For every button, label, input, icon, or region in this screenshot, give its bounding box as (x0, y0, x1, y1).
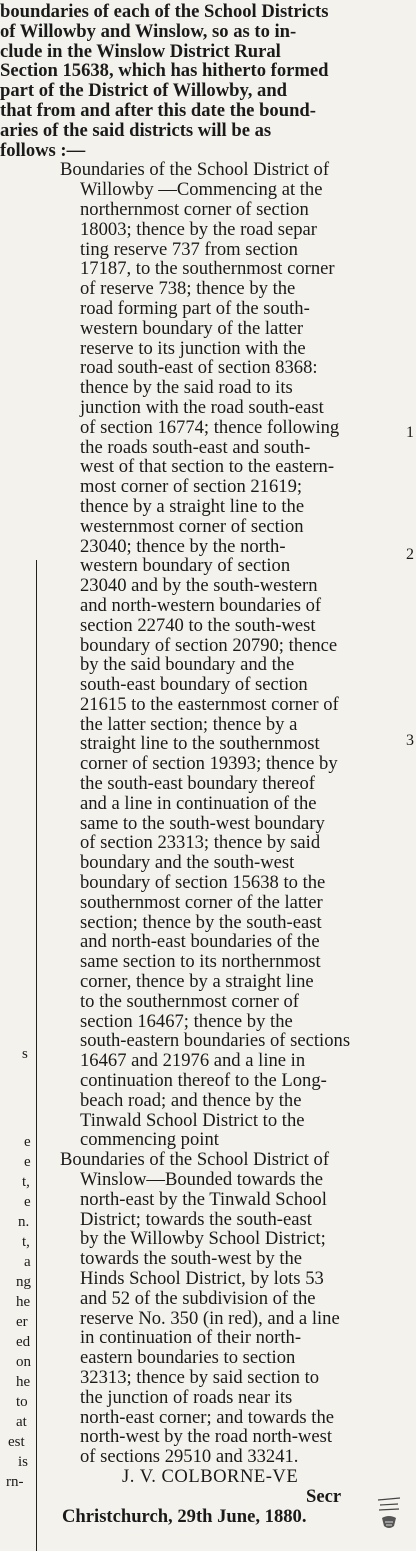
lead-line: follows :— (0, 139, 86, 161)
lead-line: of Willowby and Winslow, so as to in- (0, 20, 297, 42)
lead-paragraph (0, 2, 405, 160)
willowby-line: the south-east boundary thereof (80, 773, 315, 795)
left-fragment: e (24, 1154, 31, 1170)
winslow-line: eastern boundaries to section (80, 1347, 296, 1369)
willowby-line: 21615 to the easternmost corner of (80, 693, 339, 715)
winslow-line: in continuation of their north- (80, 1327, 302, 1349)
willowby-line: and a line in continuation of the (80, 792, 317, 814)
left-fragment: ng (16, 1274, 31, 1290)
lead-line: boundaries of each of the School Districts (0, 1, 329, 22)
winslow-line: north-west by the road north-west (80, 1426, 332, 1448)
willowby-line: boundary of section 20790; thence (80, 634, 338, 656)
willowby-line: 18003; thence by the road separ (80, 218, 317, 240)
winslow-line: and 52 of the subdivision of the (80, 1287, 316, 1309)
lead-line: Section 15638, which has hitherto formed (0, 60, 329, 82)
lead-line: part of the District of Willowby, and (0, 80, 288, 102)
willowby-line: 17187, to the southernmost corner (80, 258, 335, 280)
willowby-line: thence by a straight line to the (80, 495, 305, 517)
willowby-line: section 16467; thence by the (80, 1010, 293, 1032)
winslow-line: north-east by the Tinwald School (80, 1188, 327, 1210)
left-fragment: n. (18, 1214, 30, 1230)
willowby-line: by the said boundary and the (80, 654, 295, 676)
willowby-line: to the southernmost corner of (80, 990, 299, 1012)
left-fragment: to (16, 1394, 28, 1410)
margin-number: 2 (406, 546, 414, 563)
left-fragment: er (16, 1314, 28, 1330)
willowby-line: same to the south-west boundary (80, 812, 325, 834)
willowby-line: south-east boundary of section (80, 674, 308, 696)
notice-article (0, 2, 405, 1527)
left-fragment: t, (22, 1174, 30, 1190)
willowby-line: corner of section 19393; thence by (80, 753, 338, 775)
willowby-line: of section 23313; thence by said (80, 832, 321, 854)
willowby-line: the latter section; thence by a (80, 713, 298, 735)
margin-number: 1 (406, 424, 414, 441)
willowby-line: of section 16774; thence following (80, 416, 340, 438)
willowby-line: south-eastern boundaries of sections (80, 1030, 351, 1052)
willowby-line: road forming part of the south- (80, 297, 310, 319)
left-fragment: a (24, 1254, 31, 1270)
willowby-line: ting reserve 737 from section (80, 238, 298, 260)
dateline: Christchurch, 29th June, 1880. (62, 1505, 307, 1527)
margin-number: 3 (406, 732, 414, 749)
lead-line: that from and after this date the bound- (0, 99, 316, 121)
willowby-line: of reserve 738; thence by the (80, 278, 296, 300)
winslow-line: the junction of roads near its (80, 1386, 293, 1408)
willowby-line: westernmost corner of section (80, 515, 304, 537)
willowby-line: continuation thereof to the Long- (80, 1070, 327, 1092)
willowby-line: western boundary of the latter (80, 317, 304, 339)
winslow-line: Winslow—Bounded towards the (80, 1169, 324, 1191)
winslow-line: of sections 29510 and 33241. (80, 1446, 299, 1468)
willowby-line: boundary and the south-west (80, 852, 295, 874)
winslow-heading: Boundaries of the School District of (60, 1149, 330, 1171)
winslow-line: Hinds School District, by lots 53 (80, 1268, 324, 1289)
left-fragment: rn- (6, 1474, 24, 1490)
willowby-line: western boundary of section (80, 555, 291, 577)
left-fragment: he (16, 1374, 31, 1390)
willowby-line: Willowby —Commencing at the (80, 179, 323, 201)
seal-mark (376, 1496, 402, 1536)
lead-line: aries of the said districts will be as (0, 119, 272, 141)
willowby-line: section 22740 to the south-west (80, 614, 316, 636)
willowby-line: reserve to its junction with the (80, 337, 306, 359)
willowby-line: and north-western boundaries of (80, 594, 322, 616)
willowby-line: beach road; and thence by the (80, 1089, 302, 1111)
willowby-line: 16467 and 21976 and a line in (80, 1050, 306, 1072)
signature-name: J. V. COLBORNE-VE (122, 1465, 299, 1487)
left-fragment: e (24, 1194, 31, 1210)
signature-title: Secr (306, 1485, 342, 1507)
willowby-line: thence by the said road to its (80, 377, 293, 399)
willowby-heading: Boundaries of the School District of (60, 159, 330, 181)
willowby-line: northernmost corner of section (80, 198, 309, 220)
willowby-line: straight line to the southernmost (80, 733, 320, 755)
willowby-line: 23040; thence by the north- (80, 535, 286, 557)
willowby-line: most corner of section 21619; (80, 476, 303, 498)
willowby-line: junction with the road south-east (80, 396, 324, 418)
winslow-line: towards the south-west by the (80, 1248, 303, 1270)
left-fragment: est (8, 1434, 25, 1450)
left-fragment: he (16, 1294, 31, 1310)
willowby-line: the roads south-east and south- (80, 436, 311, 458)
willowby-line: southernmost corner of the latter (80, 891, 323, 913)
willowby-line: boundary of section 15638 to the (80, 872, 326, 894)
left-fragment: t, (22, 1234, 30, 1250)
willowby-line: road south-east of section 8368: (80, 357, 318, 379)
left-fragment: ed (16, 1334, 31, 1350)
willowby-line: Tinwald School District to the (80, 1109, 305, 1131)
left-fragment: on (16, 1354, 31, 1370)
willowby-line: section; thence by the south-east (80, 911, 322, 933)
willowby-line: same section to its northernmost (80, 951, 321, 973)
winslow-line: reserve No. 350 (in red), and a line (80, 1307, 340, 1329)
left-fragment: s (22, 1046, 28, 1062)
willowby-line: 23040 and by the south-western (80, 575, 318, 597)
willowby-line: and north-east boundaries of the (80, 931, 320, 953)
willowby-line: corner, thence by a straight line (80, 971, 314, 993)
willowby-boundaries (60, 159, 405, 1151)
winslow-line: by the Willowby School District; (80, 1228, 326, 1250)
willowby-line: west of that section to the eastern- (80, 456, 335, 478)
lead-line: clude in the Winslow District Rural (0, 40, 281, 62)
left-fragment: is (18, 1454, 29, 1470)
left-fragment: at (16, 1414, 27, 1430)
left-fragment: e (24, 1134, 31, 1150)
winslow-boundaries (60, 1149, 405, 1468)
winslow-line: District; towards the south-east (80, 1208, 312, 1230)
winslow-line: north-east corner; and towards the (80, 1406, 335, 1428)
willowby-line: commencing point (80, 1129, 219, 1151)
winslow-line: 32313; thence by said section to (80, 1366, 320, 1388)
